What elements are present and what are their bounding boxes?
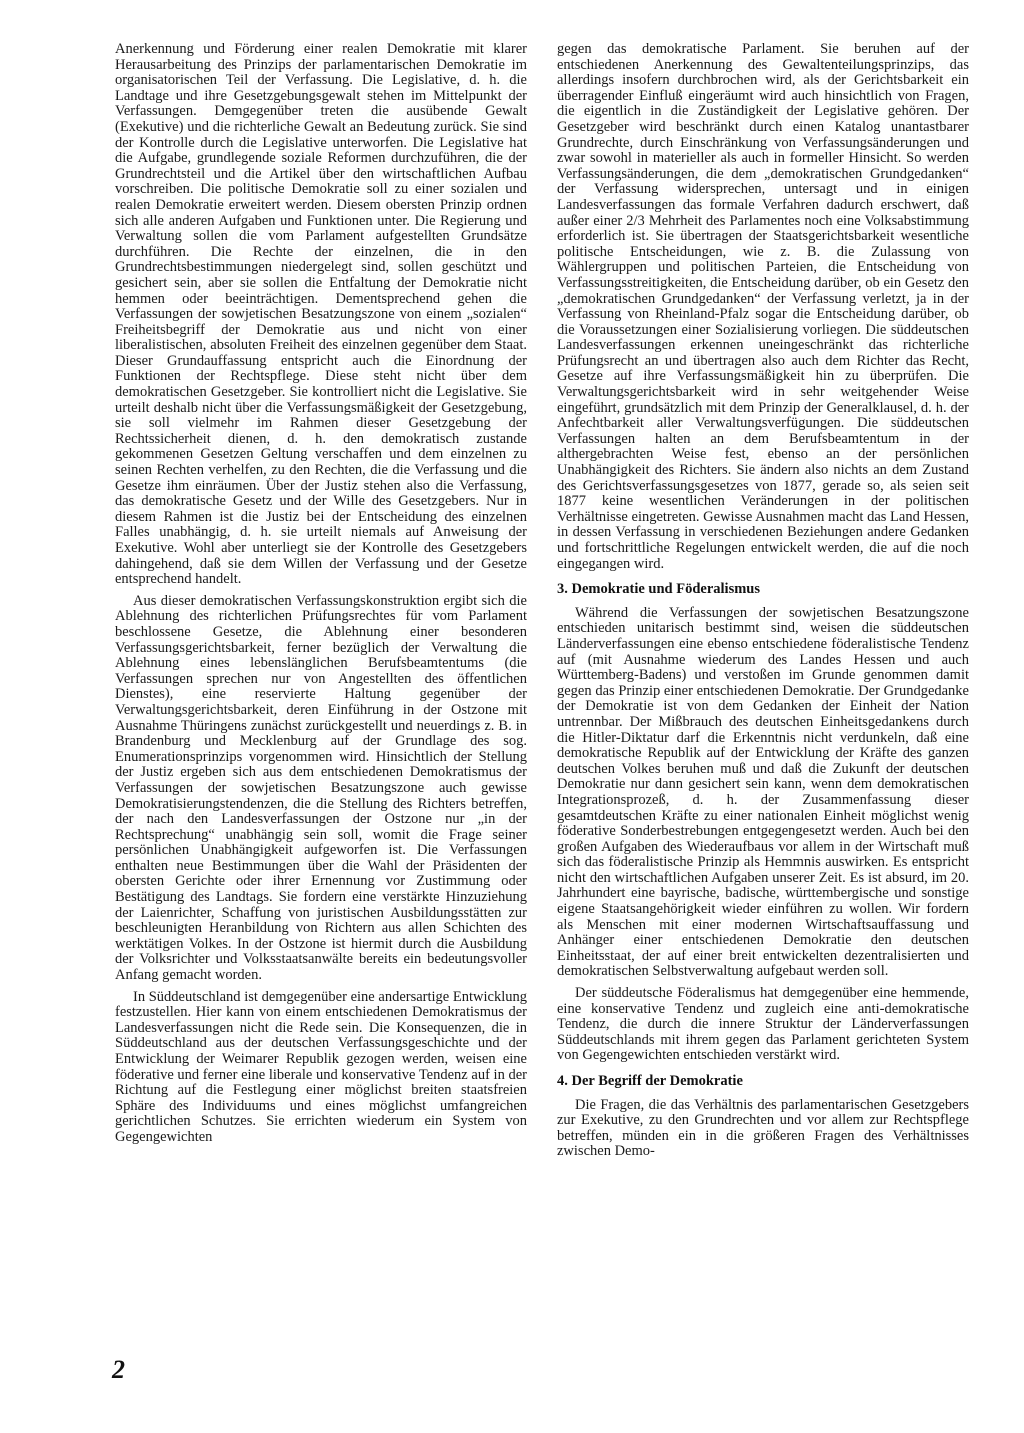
paragraph: Aus dieser demokratischen Verfassungskonstruktion ergibt sich die Ablehnung des richterlichen Prüfungsrechtes für vom Parlament beschlossene Gesetze, die Ablehnung einer besonderen Verfassungsgerichtsbarkeit, ferner bezüglich der Verwaltung die Ablehnung eines lebenslänglichen Berufsbeamtentums (die Verfassungen sprechen nur von Angestellten des öffentlichen Dienstes), eine reservierte Haltung gegenüber der Verwaltungsgerichtsbarkeit, deren Einführung in der Ostzone mit Ausnahme Thüringens zunächst zurückgestellt und neuerdings z. B. in Brandenburg und Mecklenburg auf der Grundlage des sog. Enumerationsprinzips vorgenommen wird. Hinsichtlich der Stellung der Justiz ergeben sich aus dem entschiedenen Demokratismus der Verfassungen der sowjetischen Besatzungszone auch gewisse Demokratisierungstendenzen, die die Stellung des Richters betreffen, der nach den Landesverfassungen der Ostzone nur „in der Rechtsprechung“ unabhängig sein soll, womit die Frage seiner persönlichen Unabhängigkeit aufgeworfen ist. Die Verfassungen enthalten neue Bestimmungen über die Wahl der Präsidenten der obersten Gerichte oder ihrer Ernennung vor Zustimmung oder Bestätigung des Landtags. Sie fordern eine verstärkte Hinzuziehung der Laienrichter, Schaffung von juristischen Ausbildungsstätten zur beschleunigten Heranbildung von Richtern aus allen Schichten des werktätigen Volkes. In der Ostzone ist hiermit durch die Ausbildung der Volksrichter und Volksstaatsanwälte bereits ein bedeutungsvoller Anfang gemacht worden. — [115, 592, 527, 984]
paragraph: In Süddeutschland ist demgegenüber eine andersartige Entwicklung festzustellen. Hier kann von einem entschiedenen Demokratismus der Landesverfassungen nicht die Rede sein. Die Konsequenzen, die in Süddeutschland aus der deutschen Verfassungsgeschichte und der Entwicklung der Weimarer Republik gezogen werden, weisen eine föderative und ferner eine liberale und konservative Tendenz auf in der Richtung auf die Festlegung einer möglichst breiten staatsfreien Sphäre des Individuums und eines möglichst umfangreichen gerichtlichen Schutzes. Sie errichten wiederum ein System von Gegengewichten — [115, 988, 527, 1145]
paragraph: gegen das demokratische Parlament. Sie beruhen auf der entschiedenen Anerkennung des Gewaltenteilungsprinzips, das allerdings insofern durchbrochen wird, als der Gerichtsbarkeit ein überragender Einfluß eingeräumt wird auch hinsichtlich von Fragen, die eigentlich in die Zuständigkeit der Legislative gehören. Der Gesetzgeber wird beschränkt durch einen Katalog unantastbarer Grundrechte, durch Einschränkung von Verfassungsänderungen und zwar sowohl in materieller als auch in formeller Hinsicht. So werden Verfassungsänderungen, die dem „demokratischen Grundgedanken“ der Verfassung widersprechen, untersagt und in einigen Landesverfassungen das formale Verfahren dadurch erschwert, daß außer einer 2/3 Mehrheit des Parlamentes noch eine Volksabstimmung erforderlich ist. Sie übertragen der Staatsgerichtsbarkeit wesentliche politische Entscheidungen, wie z. B. die Zulassung von Wählergruppen und politischen Parteien, die Entscheidung von Verfassungsstreitigkeiten, die Entscheidung darüber, ob ein Gesetz den „demokratischen Grundgedanken“ der Verfassung verletzt, ja in der Verfassung von Rheinland-Pfalz sogar die Entscheidung darüber, ob die Voraussetzungen einer Sozialisierung vorliegen. Die süddeutschen Landesverfassungen erkennen uneingeschränkt das richterliche Prüfungsrecht an und übertragen also auch dem Richter das Recht, Gesetze auf ihre Verfassungsmäßigkeit hin zu überprüfen. Die Verwaltungsgerichtsbarkeit wird in sehr weitgehender Weise eingeführt, grundsätzlich mit dem Prinzip der Generalklausel, d. h. der Anfechtbarkeit aller Verwaltungsverfügungen. Die süddeutschen Verfassungen halten an dem Berufsbeamtentum in der althergebrachten Weise fest, ebenso an der persönlichen Unabhängigkeit des Richters. Sie ändern also nichts an dem Zustand des Gerichtsverfassungsgesetzes von 1877, gerade so, als seien seit 1877 keine wesentlichen Veränderungen in der politischen Verhältnisse eingetreten. Gewisse Ausnahmen macht das Land Hessen, in dessen Verfassung in verschiedenen Beziehungen andere Gedanken und fortschrittliche Regelungen entwickelt werden, die auf die noch eingegangen wird. — [557, 41, 969, 572]
left-column — [115, 42, 527, 1152]
paragraph: Die Fragen, die das Verhältnis des parlamentarischen Gesetzgebers zur Exekutive, zu den Grundrechten und vor allem zur Rechtspflege betreffen, münden ein in die größeren Fragen des Verhältnisses zwischen Demo- — [557, 1096, 969, 1160]
right-column — [557, 42, 969, 1166]
page-number: 2 — [112, 1355, 125, 1384]
paragraph: Anerkennung und Förderung einer realen Demokratie mit klarer Herausarbeitung des Prinzips der parlamentarischen Demokratie im organisatorischen Teil der Verfassung. Die Legislative, d. h. die Landtage und ihre Gesetzgebungsgewalt stehen im Mittelpunkt der Verfassungen. Demgegenüber treten die ausübende Gewalt (Exekutive) und die richterliche Gewalt an Bedeutung zurück. Sie sind der Kontrolle durch die Legislative unterworfen. Die Legislative hat die Aufgabe, grundlegende soziale Reformen durchzuführen, die der Grundrechtsteil und die Artikel über den wirtschaftlichen Aufbau vorschreiben. Die politische Demokratie soll zu einer sozialen und realen Demokratie erweitert werden. Diesem obersten Prinzip ordnen sich alle anderen Aufgaben und Funktionen unter. Die Regierung und Verwaltung sollen die vom Parlament aufgestellten Grundsätze durchführen. Die Rechte der einzelnen, die in den Grundrechtsbestimmungen niedergelegt sind, sollen geschützt und gesichert sein, aber sie sollen die Entfaltung der Demokratie nicht hemmen oder beeinträchtigen. Dementsprechend gehen die Verfassungen der sowjetischen Besatzungszone von einem „sozialen“ Freiheitsbegriff der Demokratie aus und nicht von einer liberalistischen, absoluten Freiheit des einzelnen gegenüber dem Staat. Dieser Grundauffassung entspricht auch die Einordnung der Funktionen der Rechtspflege. Diese steht nicht über dem demokratischen Gesetzgeber. Sie kontrolliert nicht die Legislative. Sie urteilt deshalb nicht über die Verfassungsmäßigkeit der Gesetzgebung, sie soll vielmehr im Rahmen dieser Gesetzgebung der Rechtssicherheit dienen, d. h. den demokratisch zustande gekommenen Gesetzen Geltung verschaffen und dem einzelnen zu seinen Rechten verhelfen, zu den Rechten, die die Verfassung und die Gesetze ihm einräumen. Über der Justiz stehen also die Verfassung, das demokratische Gesetz und der Wille des Gesetzgebers. Nur in diesem Rahmen ist die Justiz bei der Entscheidung des einzelnen Falles unabhängig, d. h. sie urteilt niemals auf Anweisung der Exekutive. Wohl aber unterliegt sie der Kontrolle des Gesetzgebers dahingehend, daß sie dem Willen der Verfassung und der Gesetze entsprechend handelt. — [115, 41, 527, 588]
paragraph: Während die Verfassungen der sowjetischen Besatzungszone entschieden unitarisch bestimmt sind, weisen die süddeutschen Länderverfassungen eine ebenso entschiedene föderalistische Tendenz auf (mit Ausnahme wiederum des Landes Hessen und auch Württemberg-Badens) und verstoßen im Grunde genommen damit gegen das Prinzip einer entschiedenen Demokratie. Der Grundgedanke der Demokratie ist von dem Gedanken der Einheit der Nation untrennbar. Der Mißbrauch des deutschen Einheitsgedankens durch die Hitler-Diktatur darf die Erkenntnis nicht verdunkeln, daß eine demokratische Republik auf der Entwicklung der Kräfte des ganzen deutschen Volkes beruhen muß und daß die Zukunft der deutschen Demokratie nur dann gesichert sein kann, wenn dem demokratischen Integrationsprozeß, d. h. der Zusammenfassung dieser gesamtdeutschen Kräfte zu einer nationalen Einheit möglichst wenig föderative Sonderbestrebungen entgegengesetzt werden. Auch bei den großen Aufgaben des Wiederaufbaus vor allem in der Wirtschaft muß sich das föderalistische Prinzip als Hemmnis auswirken. Es entspricht nicht den wirtschaftlichen Aufgaben unserer Zeit. Es ist absurd, im 20. Jahrhundert eine bayrische, badische, württembergische und sonstige eigene Staatsangehörigkeit wieder einführen zu wollen. Wir fordern als Menschen mit einer modernen Wirtschaftsauffassung und Anhänger einer entschiedenen Demokratie den deutschen Einheitsstaat, der auf einer breit entwickelten dezentralisierten und demokratischen Selbstverwaltung aufgebaut werden soll. — [557, 604, 969, 980]
section-heading: 4. Der Begriff der Demokratie — [557, 1073, 743, 1089]
section-heading: 3. Demokratie und Föderalismus — [557, 581, 760, 598]
paragraph: Der süddeutsche Föderalismus hat demgegenüber eine hemmende, eine konservative Tendenz und zugleich eine anti-demokratische Tendenz, die durch die innere Struktur der Länderverfassungen Süddeutschlands mit ihrem gegen das Parlament gerichteten System von Gegengewichten entschieden verstärkt wird. — [557, 985, 969, 1064]
